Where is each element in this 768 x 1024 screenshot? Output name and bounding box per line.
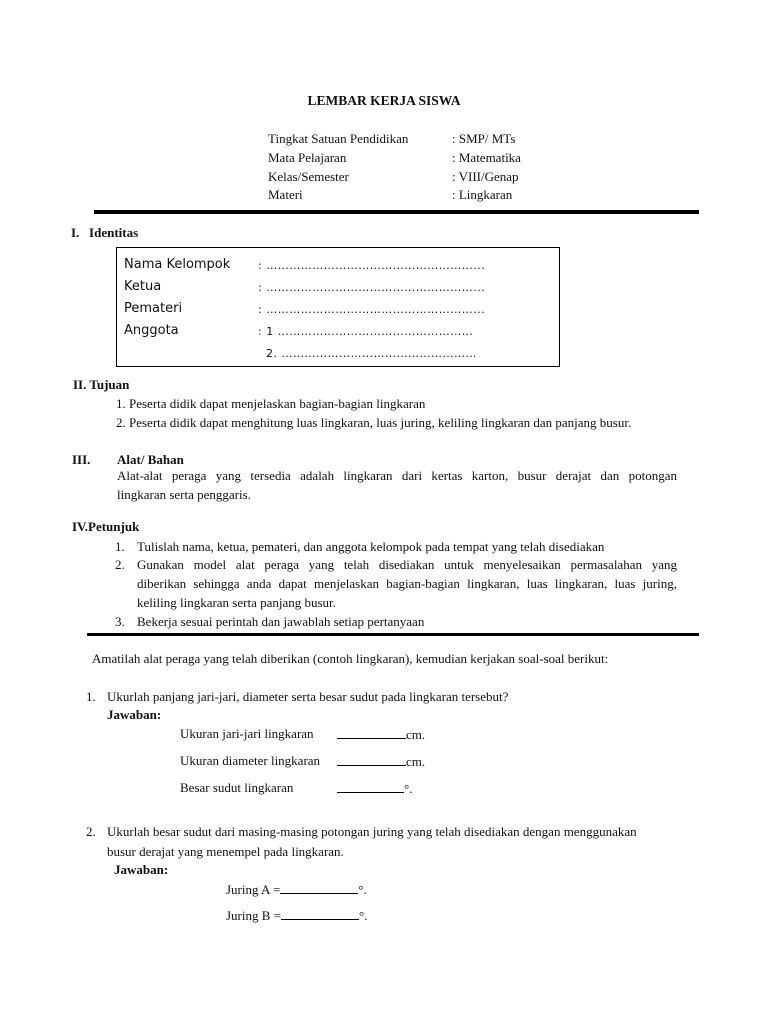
q1-label-diameter: Ukuran diameter lingkaran bbox=[180, 753, 321, 768]
info-label-materi: Materi bbox=[268, 187, 303, 202]
worksheet-title: LEMBAR KERJA SISWA bbox=[307, 93, 461, 108]
q1-unit-diameter: cm. bbox=[406, 754, 426, 769]
question-2-answer-label: Jawaban: bbox=[114, 862, 169, 877]
question-1-text: Ukurlah panjang jari-jari, diameter serta besar sudut pada lingkaran tersebut? bbox=[107, 689, 509, 704]
q1-label-sudut: Besar sudut lingkaran bbox=[180, 780, 294, 795]
petunjuk-item-2-line-2: diberikan sehingga anda dapat menjelaskan bagian-bagian lingkaran, luas lingkaran, luas juring, bbox=[137, 576, 677, 591]
q2-blank-juring-a[interactable] bbox=[280, 881, 358, 894]
identitas-field-anggota-1: : 1 …………………………………………… bbox=[258, 325, 474, 338]
header-divider bbox=[94, 210, 699, 214]
petunjuk-item-2-line-1: Gunakan model alat peraga yang telah disediakan untuk menyelesaikan permasalahan yang bbox=[137, 557, 677, 572]
info-label-jenjang: Tingkat Satuan Pendidikan bbox=[268, 131, 409, 146]
instruction-intro: Amatilah alat peraga yang telah diberikan (contoh lingkaran), kemudian kerjakan soal-soal berikut: bbox=[92, 651, 609, 666]
tujuan-item-2: 2. Peserta didik dapat menghitung luas lingkaran, luas juring, keliling lingkaran dan panjang busur. bbox=[116, 415, 632, 430]
q1-unit-jari-jari: cm. bbox=[406, 727, 426, 742]
q1-blank-diameter[interactable] bbox=[337, 753, 406, 766]
q1-answer-sudut[interactable] bbox=[337, 780, 412, 797]
question-1-number: 1. bbox=[86, 689, 96, 704]
identitas-heading: I. Identitas bbox=[71, 225, 139, 240]
identitas-label-pemateri: Pemateri bbox=[124, 301, 183, 316]
section-divider bbox=[87, 633, 699, 636]
q1-unit-sudut: °. bbox=[404, 781, 413, 796]
petunjuk-item-1: Tulislah nama, ketua, pemateri, dan anggota kelompok pada tempat yang telah disediakan bbox=[137, 539, 605, 554]
q1-answer-diameter[interactable] bbox=[337, 753, 425, 770]
q1-blank-sudut[interactable] bbox=[337, 780, 404, 793]
petunjuk-number-3: 3. bbox=[115, 614, 125, 629]
alat-heading-number: III. bbox=[72, 452, 91, 467]
question-1-answer-label: Jawaban: bbox=[107, 707, 162, 722]
alat-line-1: Alat-alat peraga yang tersedia adalah lingkaran dari kertas karton, busur derajat dan potongan bbox=[117, 468, 677, 483]
q1-blank-jari-jari[interactable] bbox=[337, 726, 406, 739]
alat-heading: Alat/ Bahan bbox=[117, 452, 184, 467]
q1-label-jari-jari: Ukuran jari-jari lingkaran bbox=[180, 726, 314, 741]
info-value-kelas: : VIII/Genap bbox=[452, 169, 519, 184]
petunjuk-heading: IV.Petunjuk bbox=[72, 519, 140, 534]
question-2-text-line-2: busur derajat yang menempel pada lingkaran. bbox=[107, 844, 344, 859]
alat-line-2: lingkaran serta penggaris. bbox=[117, 487, 251, 502]
identitas-field-pemateri: : ………………………………………………... bbox=[258, 303, 486, 316]
q1-answer-jari-jari[interactable] bbox=[337, 726, 425, 743]
identitas-field-ketua: : ………………………………………………... bbox=[258, 281, 486, 294]
identitas-field-nama-kelompok: : ………………………………………………... bbox=[258, 259, 486, 272]
q2-answer-juring-a[interactable] bbox=[226, 881, 367, 898]
q2-answer-juring-b[interactable] bbox=[226, 907, 367, 924]
petunjuk-item-3: Bekerja sesuai perintah dan jawablah setiap pertanyaan bbox=[137, 614, 425, 629]
q2-unit-juring-a: °. bbox=[358, 882, 367, 897]
petunjuk-number-2: 2. bbox=[115, 557, 125, 572]
info-label-mapel: Mata Pelajaran bbox=[268, 150, 347, 165]
petunjuk-item-2-line-3: keliling lingkaran serta panjang busur. bbox=[137, 595, 336, 610]
info-label-kelas: Kelas/Semester bbox=[268, 169, 349, 184]
identitas-label-ketua: Ketua bbox=[124, 279, 162, 294]
q2-unit-juring-b: °. bbox=[359, 908, 368, 923]
info-value-mapel: : Matematika bbox=[452, 150, 521, 165]
info-value-jenjang: : SMP/ MTs bbox=[452, 131, 516, 146]
q2-label-juring-a: Juring A = bbox=[226, 882, 281, 897]
tujuan-heading: II. Tujuan bbox=[73, 377, 130, 392]
identitas-label-anggota: Anggota bbox=[124, 323, 179, 338]
question-2-text-line-1: Ukurlah besar sudut dari masing-masing potongan juring yang telah disediakan dengan menggunakan bbox=[107, 824, 637, 839]
q2-label-juring-b: Juring B = bbox=[226, 908, 282, 923]
tujuan-item-1: 1. Peserta didik dapat menjelaskan bagian-bagian lingkaran bbox=[116, 396, 426, 411]
identitas-field-anggota-2: 2. …………………………………………… bbox=[266, 347, 477, 360]
identitas-label-nama-kelompok: Nama Kelompok bbox=[124, 257, 231, 272]
question-2-number: 2. bbox=[86, 824, 96, 839]
info-value-materi: : Lingkaran bbox=[452, 187, 513, 202]
q2-blank-juring-b[interactable] bbox=[281, 907, 359, 920]
petunjuk-number-1: 1. bbox=[115, 539, 125, 554]
